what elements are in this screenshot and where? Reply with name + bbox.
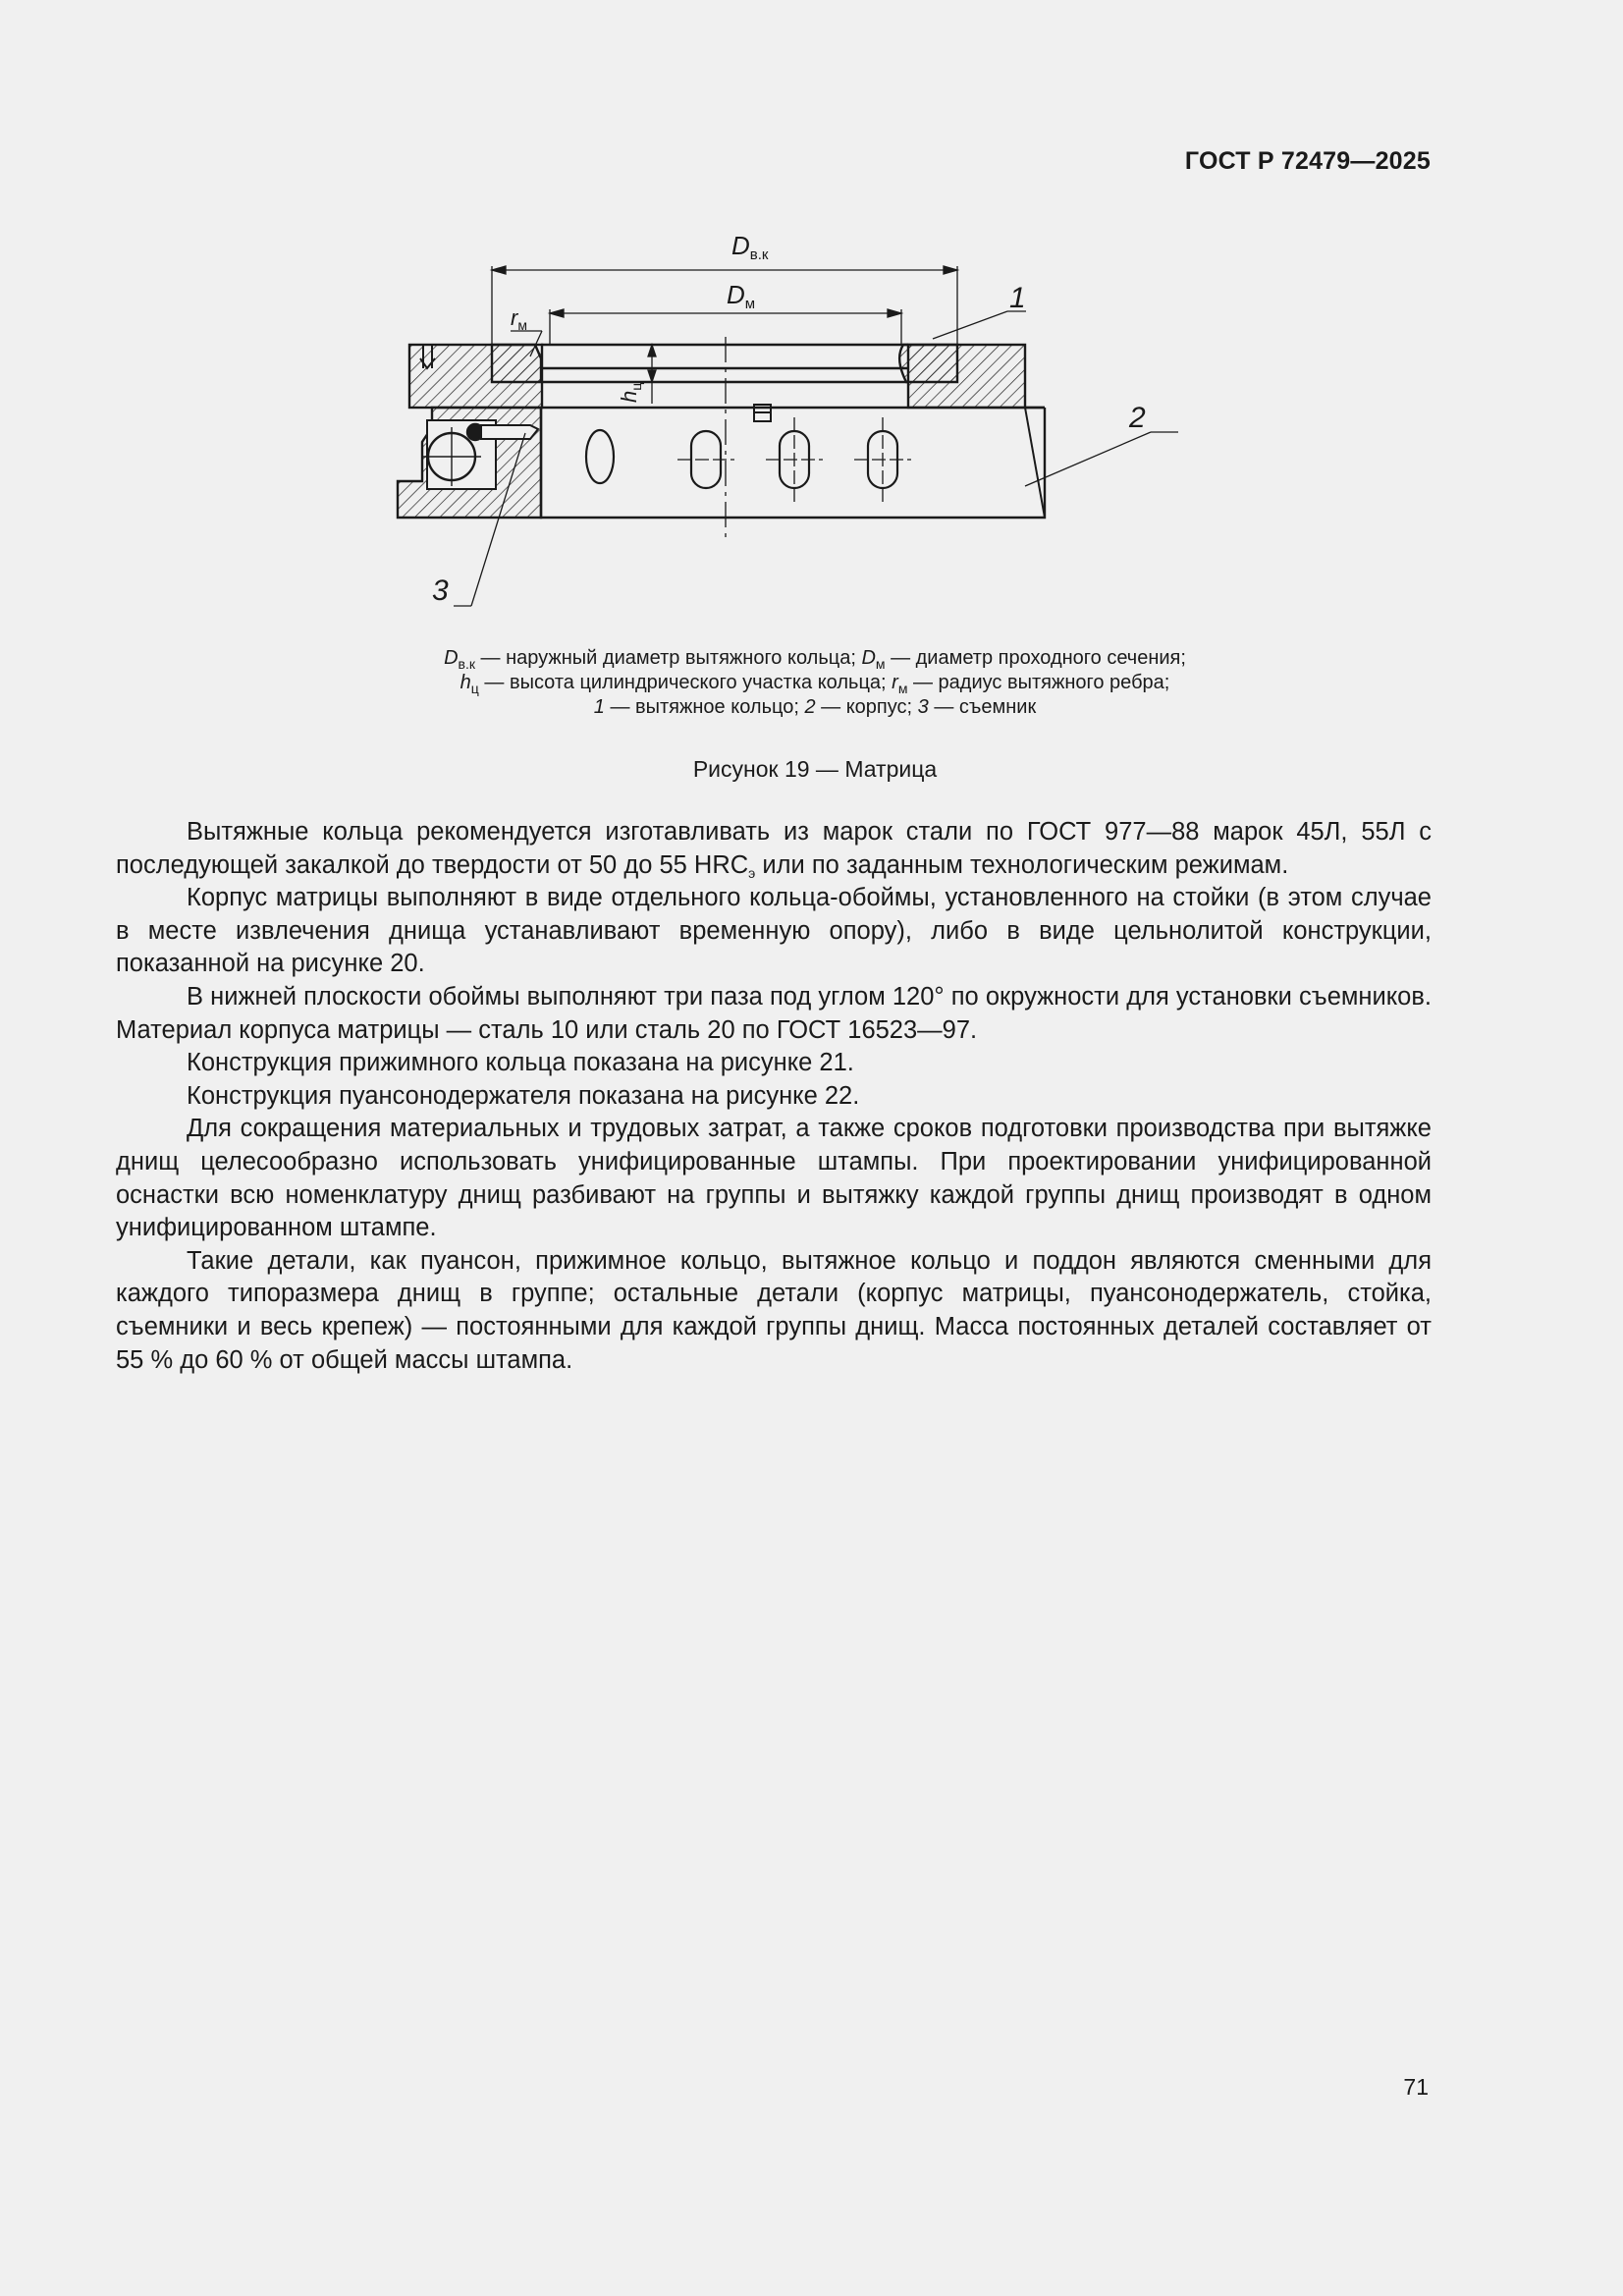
draw-ring-right (899, 345, 957, 382)
figure-19-matrix-drawing (373, 221, 1237, 624)
document-header: ГОСТ Р 72479—2025 (1184, 147, 1431, 175)
legend-line-2: $h_ц$ — высота цилиндрического участка кольца; $r_м$ — радиус вытяжного ребра; (460, 672, 1170, 696)
figure-legend (245, 646, 1384, 720)
callout-2: 2 (1129, 402, 1146, 434)
callout-1: 1 (1009, 282, 1026, 314)
callout-3: 3 (432, 574, 449, 607)
paragraph-2: Корпус матрицы выполняют в виде отдельного кольца-обоймы, установленного на стойки (в этом случае в месте извлечения днища устанавливают временную опору), либо в виде цельнолитой конструкции, показанной на рисунке 20. (116, 884, 1432, 978)
dim-d-passage-label: Dм (727, 280, 756, 312)
paragraph-6: Для сокращения материальных и трудовых затрат, а также сроков подготовки производства при вытяжке днищ целесообразно использовать унифицированные штампы. При проектировании унифицированной оснастки всю номенклатуру днищ разбивают на группы и вытяжку каждой группы днищ производят в одном унифицированном штампе. (116, 1115, 1432, 1242)
page-number: 71 (1403, 2074, 1429, 2100)
legend-line-1: $D_{в.к}$ — наружный диаметр вытяжного кольца; $D_м$ — диаметр проходного сечения; (444, 647, 1186, 672)
paragraph-3: В нижней плоскости обоймы выполняют три паза под углом 120° по окружности для установки съемников. Материал корпуса матрицы — сталь 10 или сталь 20 по ГОСТ 16523—97. (116, 982, 1432, 1044)
dim-h-label: $h_ц$ (617, 382, 644, 403)
body-outline (541, 408, 1045, 518)
matrix-technical-drawing (373, 221, 1237, 624)
body-text (116, 816, 1432, 1377)
paragraph-4: Конструкция прижимного кольца показана на рисунке 21. (187, 1049, 854, 1077)
dim-d-outer-label: Dв.к (731, 231, 769, 263)
paragraph-5: Конструкция пуансонодержателя показана на рисунке 22. (187, 1081, 860, 1110)
figure-caption: Рисунок 19 — Матрица (692, 756, 938, 782)
legend-line-3: 1 — вытяжное кольцо; 2 — корпус; 3 — съемник (593, 696, 1037, 718)
paragraph-1: Вытяжные кольца рекомендуется изготавливать из марок стали по ГОСТ 977—88 марок 45Л, 55Л с последующей закалкой до твердости от 50 до 55 $HRC_э$ или по заданным технологическим режимам. (116, 818, 1432, 881)
dim-r-label: $r_м$ (511, 305, 527, 333)
paragraph-7: Такие детали, как пуансон, прижимное кольцо, вытяжное кольцо и поддон являются сменными для каждого типоразмера днищ в группе; остальные детали (корпус матрицы, пуансонодержатель, стойка, съемники и весь крепеж) — постоянными для каждой группы днищ. Масса постоянных деталей составляет от 55 % до 60 % от общей массы штампа. (116, 1246, 1432, 1374)
